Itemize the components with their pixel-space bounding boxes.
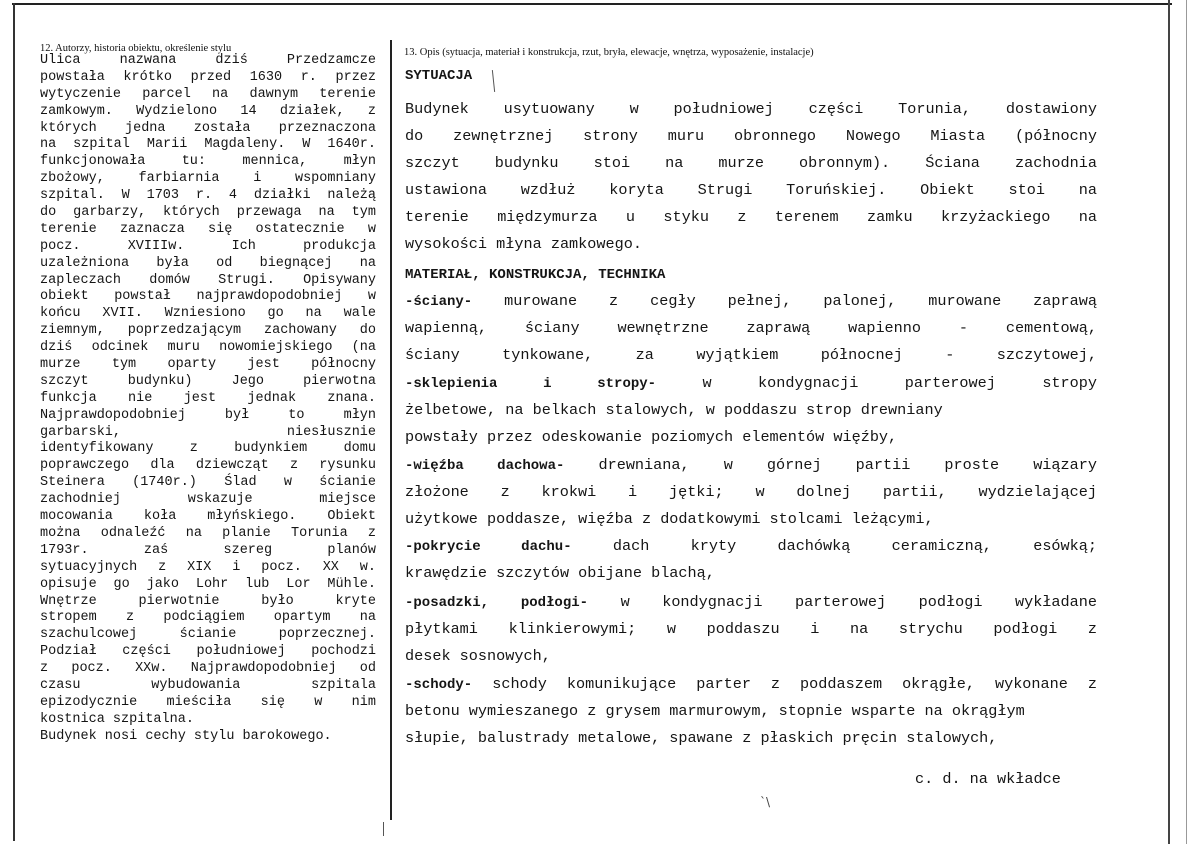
line-text: wysokości młyna zamkowego. <box>405 235 642 253</box>
section-label: -posadzki, podłogi- <box>405 595 589 611</box>
history-line: z pocz. XXw. Najprawdopodobniej od <box>40 661 376 677</box>
description-line <box>405 127 1097 145</box>
line-text: dach kryty dachówką ceramiczną, esówką; <box>571 537 1097 555</box>
history-line: Wnętrze pierwotnie było kryte <box>40 593 376 609</box>
history-line: zbożowy, farbiarnia i wspomniany <box>40 171 376 187</box>
history-line: do garbarzy, których przewaga na tym <box>40 205 376 221</box>
description-line <box>405 428 1097 446</box>
history-line: zapleczach domów Strugi. Opisywany <box>40 272 376 288</box>
history-text <box>40 53 376 746</box>
line-text: ściany tynkowane, za wyjątkiem północnej - szczytowej, <box>405 346 1097 364</box>
description-line <box>405 401 1097 419</box>
description-line <box>915 770 1061 788</box>
section-13-header: 13. Opis (sytuacja, materiał i konstrukcja, rzut, bryła, elewacje, wnętrza, wyposażenie, instalacje) <box>404 47 814 58</box>
line-text: powstały przez odeskowanie poziomych elementów więźby, <box>405 428 898 446</box>
history-line: na szpital Marii Magdaleny. W 1640r. <box>40 137 376 153</box>
line-text: płytkami klinkierowymi; w poddaszu i na strychu podłogi z <box>405 620 1097 638</box>
line-text: żelbetowe, na belkach stalowych, w poddaszu strop drewniany <box>405 401 943 419</box>
history-line: mocowania koła młyńskiego. Obiekt <box>40 509 376 525</box>
line-text: c. d. na wkładce <box>915 770 1061 788</box>
history-line: funkcjonowała tu: mennica, młyn <box>40 154 376 170</box>
history-line: Ulica nazwana dziś Przedzamcze <box>40 53 376 68</box>
description-line <box>405 510 1097 528</box>
description-line <box>405 537 1097 555</box>
section-label: -więźba dachowa- <box>405 458 565 474</box>
right-border <box>1168 0 1170 844</box>
page-edge <box>1186 0 1187 844</box>
description-line <box>405 154 1097 172</box>
description-line <box>405 100 1097 118</box>
description-line <box>405 593 1097 611</box>
line-text: ustawiona wzdłuż koryta Strugi Toruńskiej. Obiekt stoi na <box>405 181 1097 199</box>
description-line <box>405 66 1097 84</box>
history-line: pocz. XVIIIw. Ich produkcja <box>40 238 376 254</box>
description-line <box>405 620 1097 638</box>
description-line <box>405 265 1097 283</box>
history-line: identyfikowany z budynkiem domu <box>40 441 376 457</box>
history-line: uzależniona była od biegnącej na <box>40 255 376 271</box>
line-text: użytkowe poddasze, więźba z dodatkowymi stolcami leżącymi, <box>405 510 934 528</box>
history-line: których jedna została przeznaczona <box>40 120 376 136</box>
history-line: szachulcowej ścianie poprzecznej. <box>40 627 376 643</box>
line-text: w kondygnacji parterowej podłogi wykładane <box>588 593 1097 611</box>
description-line <box>405 208 1097 226</box>
history-line: wytyczenie parcel na dawnym terenie <box>40 86 376 102</box>
line-text: murowane z cegły pełnej, palonej, murowane zaprawą <box>472 292 1097 310</box>
history-line: kostnica szpitalna. <box>40 711 194 727</box>
line-text: drewniana, w górnej partii proste wiązary <box>564 456 1097 474</box>
description-line <box>405 483 1097 501</box>
line-text: terenie międzymurza u styku z terenem zamku krzyżackiego na <box>405 208 1097 226</box>
line-text: do zewnętrznej strony muru obronnego Nowego Miasta (północny <box>405 127 1097 145</box>
line-text: betonu wymieszanego z grysem marmurowym, stopnie wsparte na okrągłym <box>405 702 1025 720</box>
history-line: zachodniej wskazuje miejsce <box>40 492 376 508</box>
history-line: opisuje go jako Lohr lub Lor Mühle. <box>40 576 376 592</box>
description-line <box>405 675 1097 693</box>
section-label: MATERIAŁ, KONSTRUKCJA, TECHNIKA <box>405 267 666 283</box>
history-line: Najprawdopodobniej był to młyn <box>40 407 376 423</box>
left-border <box>13 3 15 841</box>
section-12-header: 12. Autorzy, historia obiektu, określenie stylu <box>40 43 232 54</box>
history-line: garbarski, niesłusznie <box>40 424 376 440</box>
line-text: Budynek usytuowany w południowej części Torunia, dostawiony <box>405 100 1097 118</box>
history-line: dziś odcinek muru nowomiejskiego (na <box>40 340 376 356</box>
description-line <box>405 319 1097 337</box>
description-line <box>405 564 1097 582</box>
history-line: stropem z podciągiem opartym na <box>40 610 376 626</box>
history-line: czasu wybudowania szpitala <box>40 677 376 693</box>
description-line <box>405 181 1097 199</box>
line-text: w kondygnacji parterowej stropy <box>656 374 1097 392</box>
history-line: Podział części południowej pochodzi <box>40 644 376 660</box>
line-text: krawędzie szczytów obijane blachą, <box>405 564 715 582</box>
description-line <box>405 374 1097 392</box>
description-line <box>405 346 1097 364</box>
line-text: złożone z krokwi i jętki; w dolnej partii, wydzielającej <box>405 483 1097 501</box>
description-line <box>405 702 1095 720</box>
section-label: -pokrycie dachu- <box>405 539 572 555</box>
history-line: powstała krótko przed 1630 r. przez <box>40 69 376 85</box>
description-line <box>405 729 1097 747</box>
top-border <box>12 3 1172 5</box>
description-line <box>405 647 1097 665</box>
line-text: desek sosnowych, <box>405 647 551 665</box>
history-line: Budynek nosi cechy stylu barokowego. <box>40 728 332 744</box>
history-line: sytuacyjnych z XIX i pocz. XX w. <box>40 559 376 575</box>
history-line: funkcja nie jest jednak znana. <box>40 390 376 406</box>
history-line: poprawczego dla dziewcząt z rysunku <box>40 458 376 474</box>
history-line: Steinera (1740r.) Ślad w ścianie <box>40 475 376 491</box>
history-line: można odnaleźć na planie Torunia z <box>40 525 376 541</box>
history-line: epizodycznie mieściła się w nim <box>40 694 376 710</box>
stray-marks: `\ <box>760 795 771 809</box>
history-line: zamkowym. Wydzielono 14 działek, z <box>40 103 376 119</box>
line-text: słupie, balustrady metalowe, spawane z płaskich pręcin stalowych, <box>405 729 998 747</box>
column-divider <box>390 40 392 820</box>
section-label: -schody- <box>405 677 473 693</box>
line-text: schody komunikujące parter z poddaszem okrągłe, wykonane z <box>472 675 1097 693</box>
section-label: -ściany- <box>405 294 473 310</box>
history-line: ziemnym, poprzedzającym zachowany do <box>40 323 376 339</box>
history-line: 1793r. zaś szereg planów <box>40 542 376 558</box>
section-label: -sklepienia i stropy- <box>405 376 657 392</box>
history-line: końcu XVII. Wzniesiono go na wale <box>40 306 376 322</box>
history-line: szpital. W 1703 r. 4 działki należą <box>40 188 376 204</box>
history-line: murze tym oparty jest północny <box>40 357 376 373</box>
history-line: terenie zaznacza się ostatecznie w <box>40 221 376 237</box>
divider-tick <box>383 822 384 836</box>
history-line: obiekt powstał najprawdopodobniej w <box>40 289 376 305</box>
description-line <box>405 235 1097 253</box>
history-line: szczyt budynku) Jego pierwotna <box>40 373 376 389</box>
section-label: SYTUACJA <box>405 68 473 84</box>
description-line <box>405 456 1097 474</box>
description-line <box>405 292 1097 310</box>
line-text: wapienną, ściany wewnętrzne zaprawą wapienno - cementową, <box>405 319 1097 337</box>
line-text: szczyt budynku stoi na murze obronnym). Ściana zachodnia <box>405 154 1097 172</box>
